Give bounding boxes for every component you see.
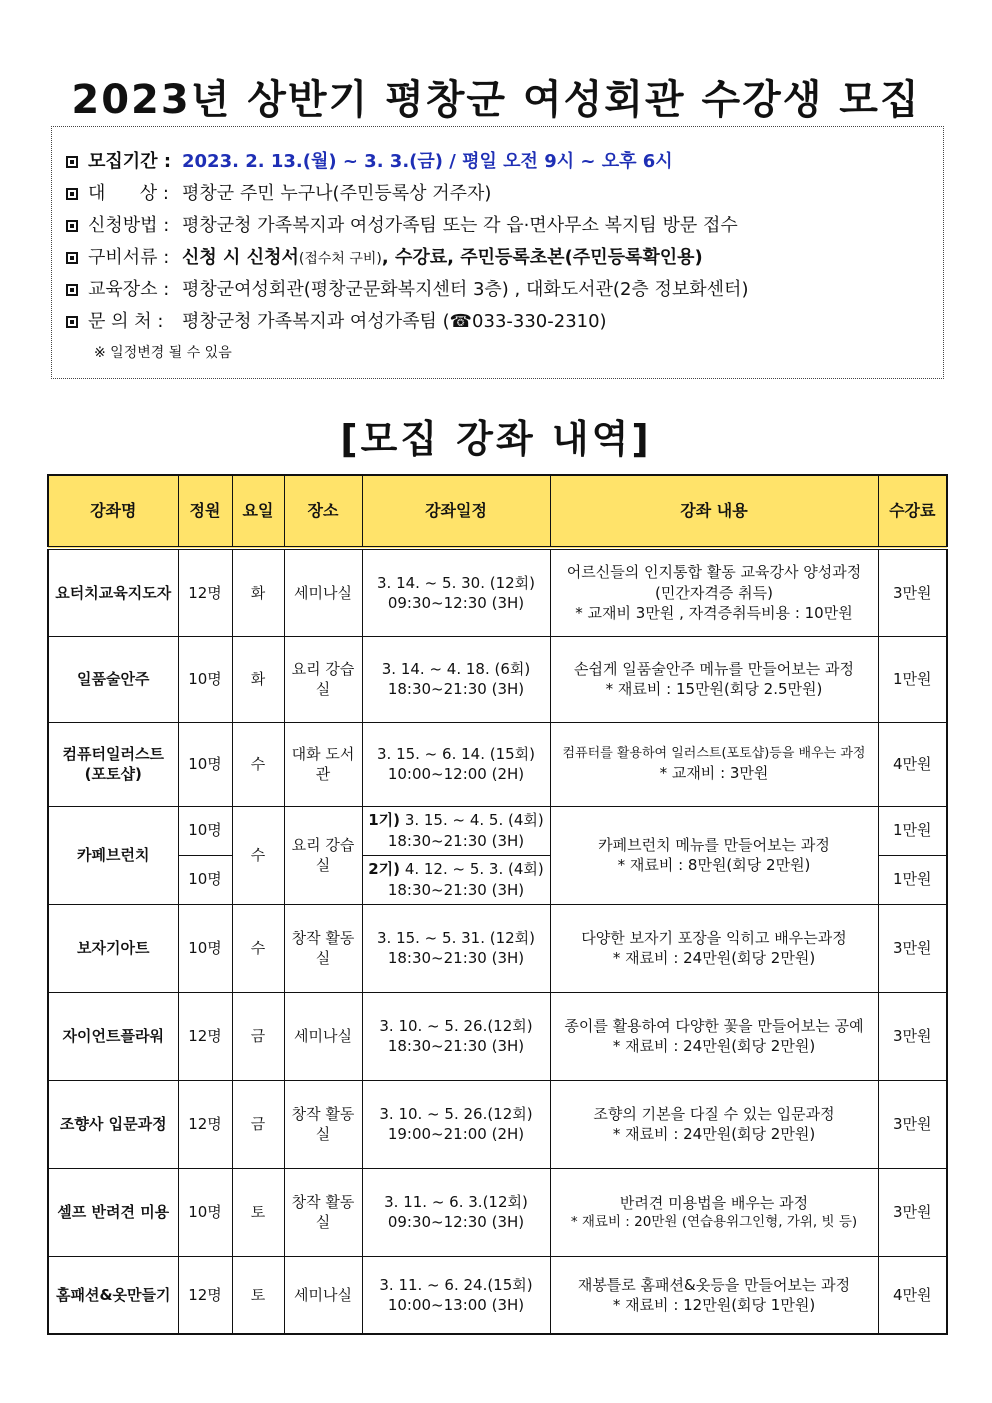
info-place [66, 275, 748, 301]
schedule-time: 18:30~21:30 (3H) [387, 680, 525, 698]
course-fee: 1만원 [878, 636, 947, 722]
course-day: 금 [232, 992, 284, 1080]
info-value: 신청 시 신청서 [182, 247, 299, 268]
info-label: 교육장소 : [88, 279, 170, 300]
course-place: 창작 활동실 [284, 1080, 362, 1168]
schedule-dates: 3. 15. ~ 5. 31. (12회) [376, 928, 536, 947]
course-capacity: 10명 [178, 806, 232, 855]
schedule-dates-text: 3. 15. ~ 4. 5. (4회) [404, 811, 544, 830]
course-schedule [362, 992, 550, 1080]
course-capacity: 12명 [178, 548, 232, 636]
course-day: 화 [232, 636, 284, 722]
course-day: 금 [232, 1080, 284, 1168]
square-bullet-icon [66, 156, 78, 168]
content-line: 조향의 기본을 다질 수 있는 입문과정 [593, 1104, 835, 1123]
course-place: 세미나실 [284, 548, 362, 636]
content-line: 컴퓨터를 활용하여 일러스트(포토샵)등을 배우는 과정 [562, 746, 866, 762]
course-capacity: 10명 [178, 904, 232, 992]
info-label: 모집기간 : [88, 151, 172, 172]
content-line: * 재료비 : 24만원(회당 2만원) [612, 1125, 816, 1143]
info-value: 2023. 2. 13.(월) ~ 3. 3.(금) / 평일 오전 9시 ~ 오후 6시 [182, 151, 673, 172]
course-capacity: 10명 [178, 722, 232, 806]
course-content [550, 992, 878, 1080]
course-place: 요리 강습실 [284, 636, 362, 722]
course-schedule [362, 855, 550, 904]
course-place: 창작 활동실 [284, 1168, 362, 1256]
course-name: 카페브런치 [48, 806, 178, 904]
course-schedule [362, 1080, 550, 1168]
course-capacity: 12명 [178, 1080, 232, 1168]
schedule-dates [367, 859, 546, 879]
info-value-small: (접수처 구비) [298, 251, 382, 267]
content-line: 반려견 미용법을 배우는 과정 [619, 1193, 809, 1212]
course-content [550, 722, 878, 806]
info-label: 문 의 처 : [88, 311, 164, 332]
content-line: 카페브런치 메뉴를 만들어보는 과정 [598, 835, 830, 854]
course-place: 세미나실 [284, 992, 362, 1080]
course-schedule [362, 636, 550, 722]
course-name: 컴퓨터일러스트(포토샵) [48, 722, 178, 806]
course-fee: 3만원 [878, 548, 947, 636]
info-docs [66, 243, 703, 269]
table-row [48, 1080, 947, 1168]
content-line: 손쉽게 일품술안주 메뉴를 만들어보는 과정 [574, 659, 854, 678]
table-row [48, 1256, 947, 1334]
info-method [66, 211, 738, 237]
content-line: * 교재비 3만원 , 자격증취득비용 : 10만원 [575, 603, 853, 622]
course-fee: 1만원 [878, 806, 947, 855]
course-content [550, 904, 878, 992]
header-cell: 요일 [232, 475, 284, 548]
course-name: 자이언트플라워 [48, 992, 178, 1080]
schedule-time: 10:00~12:00 (2H) [387, 765, 525, 783]
schedule-dates: 3. 11. ~ 6. 24.(15회) [379, 1275, 533, 1294]
schedule-time: 18:30~21:30 (3H) [387, 831, 525, 850]
course-content [550, 806, 878, 904]
table-row [48, 806, 947, 855]
course-day: 수 [232, 722, 284, 806]
content-line: 어르신들의 인지통합 활동 교육강사 양성과정 [566, 563, 862, 582]
info-value: 평창군청 가족복지과 여성가족팀 또는 각 읍·면사무소 복지팀 방문 접수 [182, 215, 738, 236]
header-cell: 수강료 [878, 475, 947, 548]
course-name: 보자기아트 [48, 904, 178, 992]
schedule-time: 09:30~12:30 (3H) [387, 1213, 525, 1231]
schedule-dates: 3. 14. ~ 4. 18. (6회) [381, 659, 531, 678]
course-fee: 3만원 [878, 1080, 947, 1168]
course-day: 토 [232, 1256, 284, 1334]
course-name: 일품술안주 [48, 636, 178, 722]
course-schedule [362, 548, 550, 636]
header-cell: 강좌명 [48, 475, 178, 548]
period-label: 1기) [368, 811, 401, 830]
course-schedule [362, 1168, 550, 1256]
content-line: 종이를 활용하여 다양한 꽃을 만들어보는 공예 [564, 1016, 864, 1035]
content-line: * 교재비 : 3만원 [659, 763, 769, 782]
course-day: 화 [232, 548, 284, 636]
table-row [48, 1168, 947, 1256]
course-name: 요터치교육지도자 [48, 548, 178, 636]
course-fee: 1만원 [878, 855, 947, 904]
info-box [51, 126, 944, 379]
course-schedule [362, 904, 550, 992]
info-value: 평창군 주민 누구나(주민등록상 거주자) [182, 183, 492, 204]
course-capacity: 10명 [178, 636, 232, 722]
info-label: 신청방법 : [88, 215, 170, 236]
schedule-dates-text: 4. 12. ~ 5. 3. (4회) [404, 860, 544, 879]
schedule-dates [367, 810, 546, 830]
content-line: 재봉틀로 홈패션&옷등을 만들어보는 과정 [577, 1275, 851, 1294]
table-row [48, 548, 947, 636]
header-cell: 정원 [178, 475, 232, 548]
course-day: 수 [232, 904, 284, 992]
header-cell: 강좌 내용 [550, 475, 878, 548]
course-fee: 4만원 [878, 722, 947, 806]
schedule-dates: 3. 10. ~ 5. 26.(12회) [379, 1016, 533, 1035]
course-content [550, 1168, 878, 1256]
square-bullet-icon [66, 252, 78, 264]
course-content [550, 548, 878, 636]
square-bullet-icon [66, 188, 78, 200]
table-row [48, 722, 947, 806]
course-fee: 3만원 [878, 992, 947, 1080]
info-target [66, 179, 491, 205]
course-schedule [362, 722, 550, 806]
schedule-time: 09:30~12:30 (3H) [387, 593, 525, 612]
content-line: * 재료비 : 15만원(회당 2.5만원) [605, 680, 823, 698]
schedule-dates: 3. 10. ~ 5. 26.(12회) [379, 1104, 533, 1123]
table-header-row [48, 475, 947, 548]
info-value: 평창군청 가족복지과 여성가족팀 (☎033-330-2310) [182, 311, 607, 332]
course-place: 대화 도서관 [284, 722, 362, 806]
course-table [47, 474, 948, 1335]
schedule-time: 18:30~21:30 (3H) [387, 1037, 525, 1055]
course-day: 토 [232, 1168, 284, 1256]
course-capacity: 10명 [178, 855, 232, 904]
content-line: 다양한 보자기 포장을 익히고 배우는과정 [581, 928, 847, 947]
table-row [48, 904, 947, 992]
content-line: * 재료비 : 24만원(회당 2만원) [612, 1037, 816, 1055]
header-cell: 강좌일정 [362, 475, 550, 548]
course-capacity: 12명 [178, 1256, 232, 1334]
content-line: (민간자격증 취득) [655, 583, 773, 602]
course-place: 세미나실 [284, 1256, 362, 1334]
course-fee: 4만원 [878, 1256, 947, 1334]
course-capacity: 10명 [178, 1168, 232, 1256]
course-day: 수 [232, 806, 284, 904]
info-value: 평창군여성회관(평창군문화복지센터 3층) , 대화도서관(2층 정보화센터) [182, 279, 749, 300]
square-bullet-icon [66, 284, 78, 296]
content-line: * 재료비 : 12만원(회당 1만원) [612, 1295, 816, 1314]
info-label: 대 상 : [88, 183, 169, 204]
course-fee: 3만원 [878, 1168, 947, 1256]
header-cell: 장소 [284, 475, 362, 548]
table-row [48, 992, 947, 1080]
content-line: * 재료비 : 24만원(회당 2만원) [612, 949, 816, 967]
info-value: , 수강료, 주민등록초본(주민등록확인용) [381, 247, 703, 268]
course-name: 셀프 반려견 미용 [48, 1168, 178, 1256]
course-place: 창작 활동실 [284, 904, 362, 992]
info-label: 구비서류 : [88, 247, 170, 268]
course-content [550, 1080, 878, 1168]
course-name: 홈패션&옷만들기 [48, 1256, 178, 1334]
table-row [48, 636, 947, 722]
content-line: * 재료비 : 8만원(회당 2만원) [617, 856, 811, 874]
schedule-time: 19:00~21:00 (2H) [387, 1125, 525, 1143]
course-name: 조향사 입문과정 [48, 1080, 178, 1168]
schedule-time: 18:30~21:30 (3H) [387, 880, 525, 899]
course-content [550, 1256, 878, 1334]
course-fee: 3만원 [878, 904, 947, 992]
square-bullet-icon [66, 220, 78, 232]
schedule-dates: 3. 14. ~ 5. 30. (12회) [376, 573, 536, 592]
course-capacity: 12명 [178, 992, 232, 1080]
course-schedule [362, 806, 550, 855]
period-label: 2기) [368, 860, 401, 879]
schedule-time: 18:30~21:30 (3H) [387, 949, 525, 967]
course-content [550, 636, 878, 722]
square-bullet-icon [66, 316, 78, 328]
page-title: 2023년 상반기 평창군 여성회관 수강생 모집 [71, 77, 921, 123]
info-note: ※ 일정변경 될 수 있음 [94, 345, 232, 361]
info-period [66, 147, 673, 173]
info-contact [66, 307, 607, 333]
course-place: 요리 강습실 [284, 806, 362, 904]
schedule-dates: 3. 15. ~ 6. 14. (15회) [376, 744, 536, 763]
content-line: * 재료비 : 20만원 (연습용위그인형, 가위, 빗 등) [570, 1214, 858, 1231]
schedule-time: 10:00~13:00 (3H) [387, 1295, 525, 1314]
schedule-dates: 3. 11. ~ 6. 3.(12회) [384, 1192, 528, 1211]
section-title: [모집 강좌 내역] [340, 417, 652, 461]
course-schedule [362, 1256, 550, 1334]
